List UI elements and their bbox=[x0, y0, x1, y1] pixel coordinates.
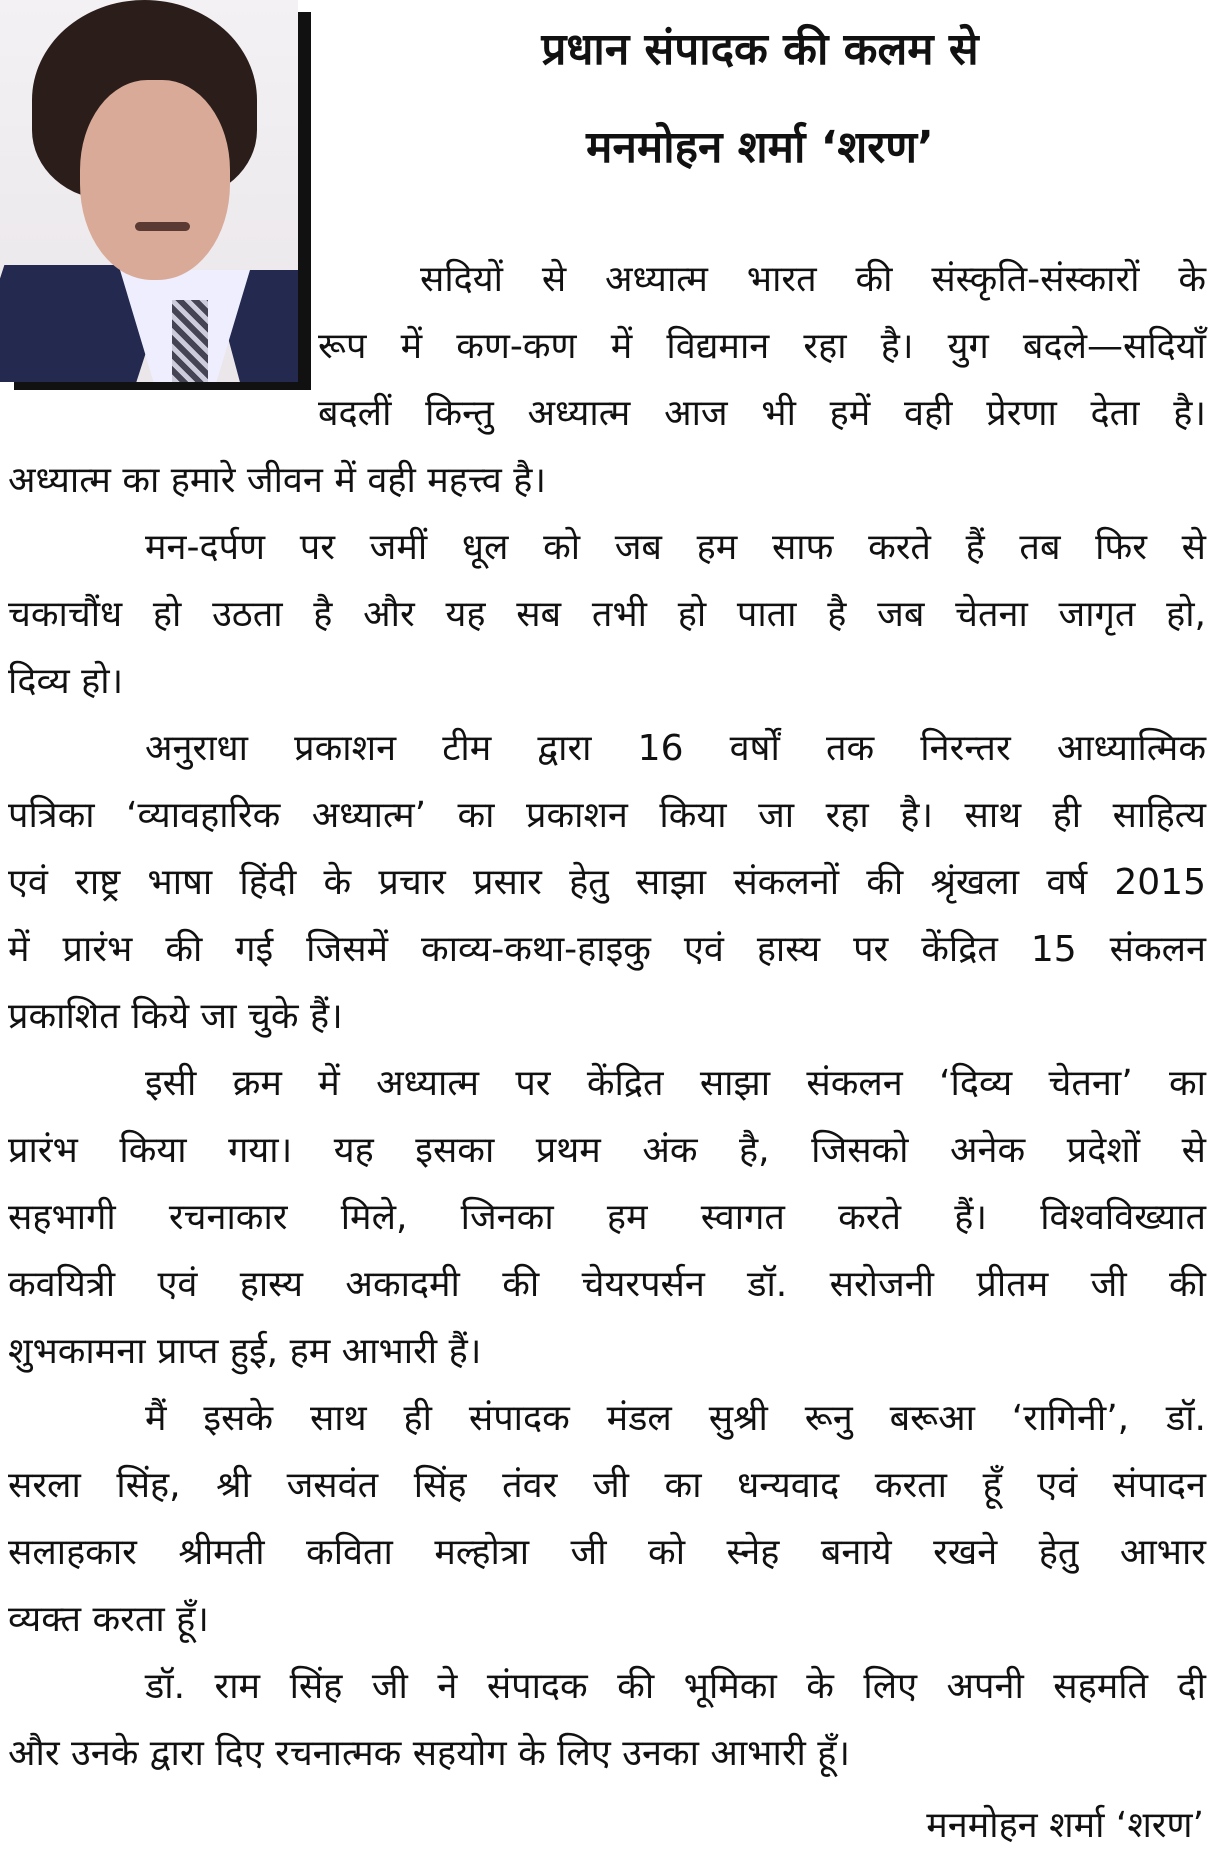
text-line: मन-दर्पण पर जमीं धूल को जब हम साफ करते हैं तब फिर से bbox=[145, 527, 1206, 568]
text-line: शुभकामना प्राप्त हुई, हम आभारी हैं। bbox=[8, 1331, 482, 1372]
text-line: सलाहकार श्रीमती कविता मल्होत्रा जी को स्नेह बनाये रखने हेतु आभार bbox=[8, 1532, 1206, 1573]
text-line: मैं इसके साथ ही संपादक मंडल सुश्री रूनु बरूआ ‘रागिनी’, डॉ. bbox=[145, 1398, 1206, 1439]
text-line: अनुराधा प्रकाशन टीम द्वारा 16 वर्षों तक निरन्तर आध्यात्मिक bbox=[145, 728, 1206, 769]
text-line: एवं राष्ट्र भाषा हिंदी के प्रचार प्रसार हेतु साझा संकलनों की श्रृंखला वर्ष 2015 bbox=[8, 862, 1206, 903]
text-line: चकाचौंध हो उठता है और यह सब तभी हो पाता है जब चेतना जागृत हो, bbox=[8, 594, 1206, 635]
signature: मनमोहन शर्मा ‘शरण’ bbox=[926, 1805, 1204, 1846]
text-line: व्यक्त करता हूँ। bbox=[8, 1599, 209, 1640]
text-line: अध्यात्म का हमारे जीवन में वही महत्त्व है। bbox=[8, 460, 546, 501]
text-line: में प्रारंभ की गई जिसमें काव्य-कथा-हाइकु एवं हास्य पर केंद्रित 15 संकलन bbox=[8, 929, 1206, 970]
author-name: मनमोहन शर्मा ‘शरण’ bbox=[586, 122, 934, 173]
text-line: रूप में कण-कण में विद्यमान रहा है। युग बदले—सदियाँ bbox=[318, 326, 1206, 367]
text-line: प्रकाशित किये जा चुके हैं। bbox=[8, 996, 343, 1037]
text-line: और उनके द्वारा दिए रचनात्मक सहयोग के लिए उनका आभारी हूँ। bbox=[8, 1733, 851, 1774]
text-line: इसी क्रम में अध्यात्म पर केंद्रित साझा संकलन ‘दिव्य चेतना’ का bbox=[145, 1063, 1206, 1104]
page-title: प्रधान संपादक की कलम से bbox=[541, 24, 979, 75]
text-line: प्रारंभ किया गया। यह इसका प्रथम अंक है, जिसको अनेक प्रदेशों से bbox=[8, 1130, 1206, 1171]
text-line: बदलीं किन्तु अध्यात्म आज भी हमें वही प्रेरणा देता है। bbox=[318, 393, 1206, 434]
text-line: डॉ. राम सिंह जी ने संपादक की भूमिका के लिए अपनी सहमति दी bbox=[145, 1666, 1207, 1707]
text-line: सरला सिंह, श्री जसवंत सिंह तंवर जी का धन्यवाद करता हूँ एवं संपादन bbox=[8, 1465, 1206, 1506]
editor-portrait-photo bbox=[0, 0, 298, 382]
text-line: सहभागी रचनाकार मिले, जिनका हम स्वागत करते हैं। विश्वविख्यात bbox=[8, 1197, 1206, 1238]
text-line: कवयित्री एवं हास्य अकादमी की चेयरपर्सन डॉ. सरोजनी प्रीतम जी की bbox=[8, 1264, 1206, 1305]
text-line: सदियों से अध्यात्म भारत की संस्कृति-संस्कारों के bbox=[420, 259, 1206, 300]
text-line: पत्रिका ‘व्यावहारिक अध्यात्म’ का प्रकाशन किया जा रहा है। साथ ही साहित्य bbox=[8, 795, 1206, 836]
text-line: दिव्य हो। bbox=[8, 661, 124, 702]
